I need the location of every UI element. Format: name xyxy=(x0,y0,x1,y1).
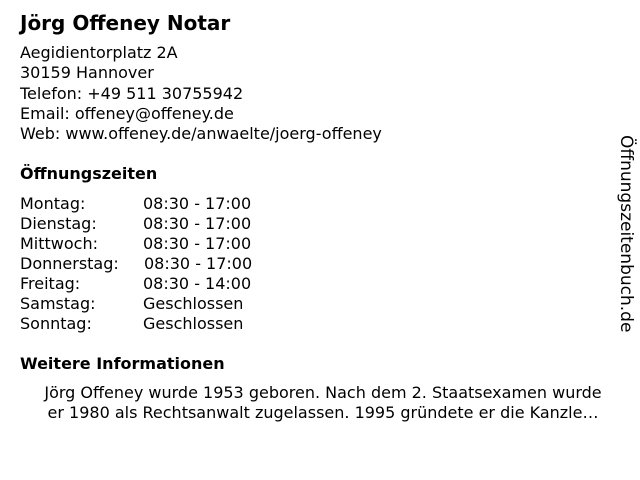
hours-day: Donnerstag: xyxy=(20,254,119,273)
hours-time: 08:30 - 17:00 xyxy=(143,234,252,253)
info-text xyxy=(20,383,626,423)
hours-row xyxy=(20,214,320,234)
hours-heading: Öffnungszeiten xyxy=(20,164,158,183)
address-street: Aegidientorplatz 2A xyxy=(20,43,178,62)
address-phone: Telefon: +49 511 30755942 xyxy=(20,83,244,103)
hours-time: 08:30 - 14:00 xyxy=(143,274,252,293)
hours-time: Geschlossen xyxy=(143,314,244,333)
hours-row xyxy=(20,294,320,314)
address-block xyxy=(20,43,382,144)
business-title: Jörg Offeney Notar xyxy=(20,11,231,35)
info-line: er 1980 als Rechtsanwalt zugelassen. 1995 gründete er die Kanzle… xyxy=(47,403,599,422)
hours-time: 08:30 - 17:00 xyxy=(143,214,252,233)
hours-day: Samstag: xyxy=(20,294,96,313)
hours-time: 08:30 - 17:00 xyxy=(144,254,253,273)
address-email: Email: offeney@offeney.de xyxy=(20,103,234,123)
hours-time: 08:30 - 17:00 xyxy=(143,194,252,213)
hours-table xyxy=(20,194,320,334)
hours-day: Montag: xyxy=(20,194,86,213)
hours-row xyxy=(20,314,320,334)
hours-day: Freitag: xyxy=(20,274,81,293)
hours-row xyxy=(20,194,320,214)
info-heading: Weitere Informationen xyxy=(20,354,225,373)
hours-row xyxy=(20,254,320,274)
info-line: Jörg Offeney wurde 1953 geboren. Nach dem 2. Staatsexamen wurde xyxy=(44,383,602,402)
hours-day: Dienstag: xyxy=(20,214,97,233)
site-watermark: Öffnungszeitenbuch.de xyxy=(616,135,636,333)
address-web: Web: www.offeney.de/anwaelte/joerg-offeney xyxy=(20,124,382,144)
hours-time: Geschlossen xyxy=(143,294,244,313)
hours-row xyxy=(20,274,320,294)
address-city: 30159 Hannover xyxy=(20,63,154,83)
hours-row xyxy=(20,234,320,254)
hours-day: Mittwoch: xyxy=(20,234,98,253)
hours-day: Sonntag: xyxy=(20,314,92,333)
